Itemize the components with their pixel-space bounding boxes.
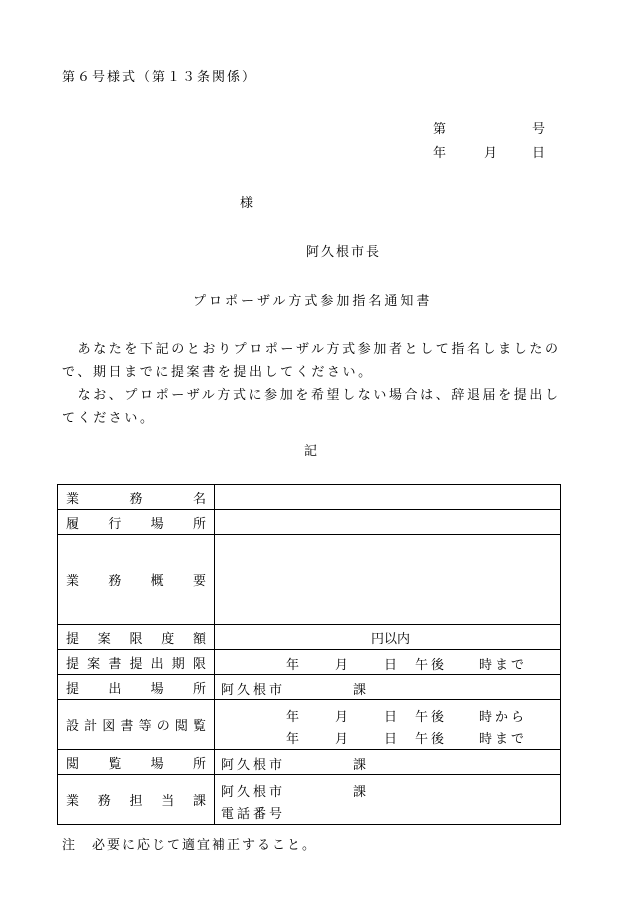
details-table [57,484,561,825]
deadline-day: 日 [384,658,398,673]
limit-unit-text: 円以内 [370,631,410,647]
deadline-ampm: 午後 [415,658,448,673]
value-submission-place [215,675,561,700]
submission-section: 課 [353,683,367,698]
footnote: 注 必要に応じて適宜補正すること。 [62,838,318,853]
form-number: 第６号様式（第１３条関係） [62,70,258,85]
date-year-label: 年 [433,146,447,161]
value-submission-deadline [215,650,561,675]
viewing-end-ampm: 午後 [415,731,448,747]
body-text [62,338,564,430]
addressee-honorific: 様 [240,196,254,211]
deadline-month: 月 [335,658,349,673]
viewing-start-day: 日 [384,709,398,725]
table-row-viewing-place [58,750,561,775]
viewing-start-time: 時から [479,709,528,725]
kigo-heading: 記 [304,444,318,459]
label-text: 業 務 名 [66,491,206,507]
label-submission-place [58,675,215,700]
submission-city: 阿久根市 [221,683,286,698]
value-responsible-section [215,775,561,825]
viewing-end-year: 年 [286,731,300,747]
label-text: 履 行 場 所 [66,516,206,532]
table-row-document-viewing [58,700,561,750]
deadline-year: 年 [286,658,300,673]
label-text: 設 計 図 書 等 の 閲 覧 [66,719,206,734]
viewing-city: 阿久根市 [221,758,286,773]
label-business-summary [58,535,215,625]
label-submission-deadline [58,650,215,675]
table-row-responsible-section [58,775,561,825]
document-number-suffix: 号 [532,122,546,137]
label-text: 業 務 担 当 課 [66,794,206,809]
label-performance-place [58,510,215,535]
phone-label: 電話番号 [221,806,286,822]
table-row-submission-deadline [58,650,561,675]
table-row-submission-place [58,675,561,700]
deadline-time: 時まで [479,658,528,673]
responsible-city: 阿久根市 [221,784,286,800]
viewing-end-day: 日 [384,731,398,747]
table-row-business-name [58,485,561,510]
label-proposal-limit [58,625,215,650]
label-viewing-place [58,750,215,775]
viewing-end-month: 月 [335,731,349,747]
value-viewing-place [215,750,561,775]
viewing-end-time: 時まで [479,731,528,747]
body-paragraph-2: なお、プロポーザル方式に参加を希望しない場合は、辞退届を提出してください。 [62,388,561,426]
viewing-start-year: 年 [286,709,300,725]
value-proposal-limit [215,625,561,650]
label-text: 提 案 限 度 額 [66,631,206,647]
table-row-performance-place [58,510,561,535]
value-document-viewing [215,700,561,750]
label-document-viewing [58,700,215,750]
table-row-business-summary [58,535,561,625]
viewing-start-ampm: 午後 [415,709,448,725]
label-text: 閲 覧 場 所 [66,756,206,772]
viewing-end-line [221,725,560,747]
document-number-prefix: 第 [433,122,447,137]
viewing-section: 課 [353,758,367,773]
viewing-start-line [221,703,560,725]
value-performance-place [215,510,561,535]
label-business-name [58,485,215,510]
date-month-label: 月 [484,146,498,161]
document-title: プロポーザル方式参加指名通知書 [193,294,433,309]
body-paragraph-1: あなたを下記のとおりプロポーザル方式参加者として指名しましたので、期日までに提案書を提出してください。 [62,342,561,380]
value-business-name [215,485,561,510]
viewing-start-month: 月 [335,709,349,725]
label-text: 業 務 概 要 [66,574,206,589]
responsible-section: 課 [353,784,367,800]
label-text: 提 案 書 提 出 期 限 [66,656,206,672]
value-business-summary [215,535,561,625]
table-row-proposal-limit [58,625,561,650]
label-responsible-section [58,775,215,825]
label-text: 提 出 場 所 [66,681,206,697]
issuer-name: 阿久根市長 [306,245,382,260]
date-day-label: 日 [532,146,546,161]
